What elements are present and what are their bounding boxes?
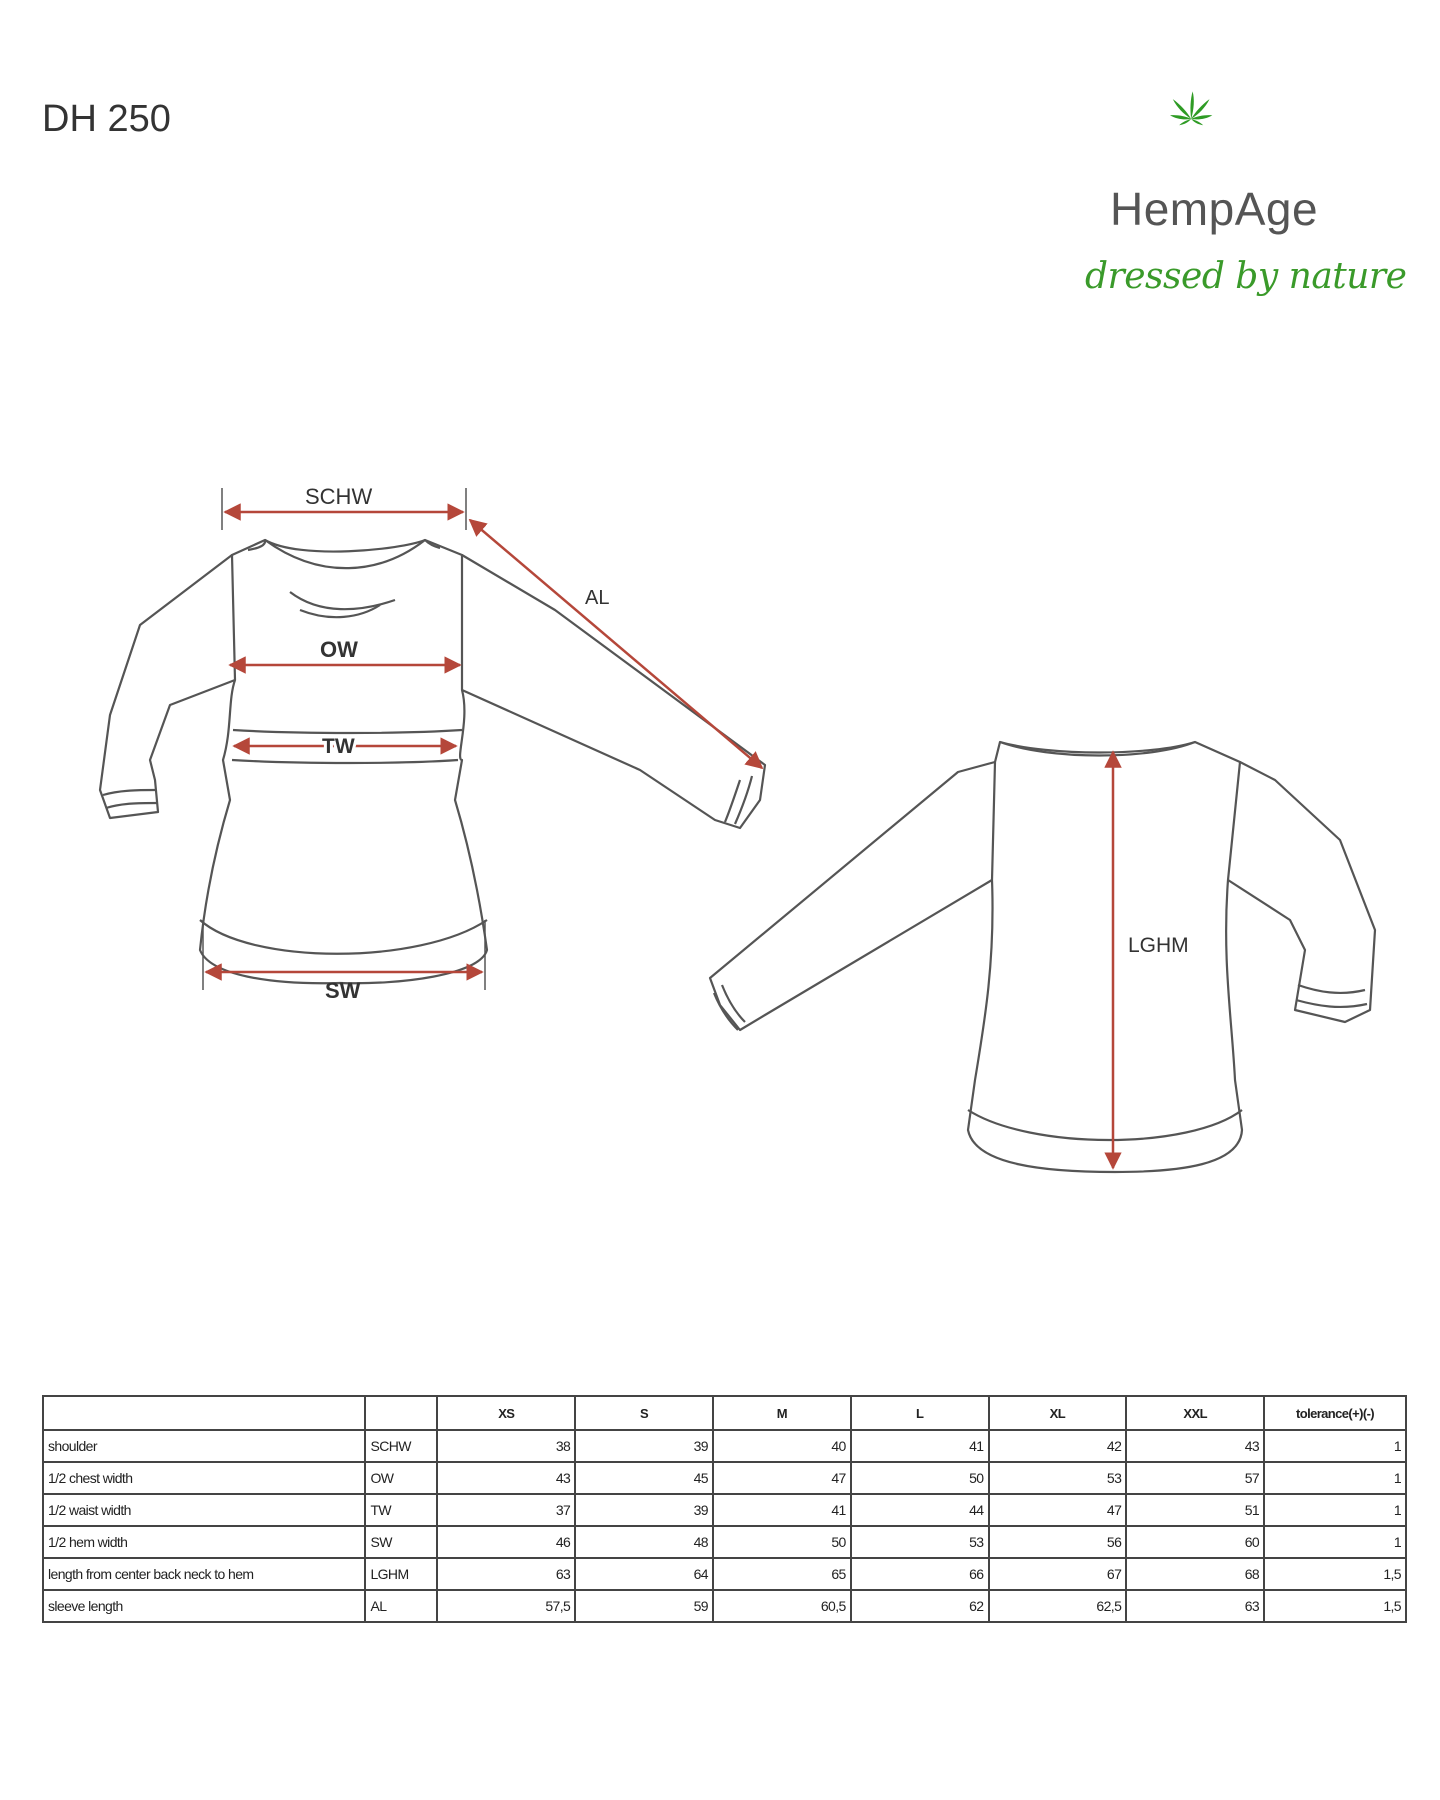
size-value: 41 bbox=[851, 1430, 989, 1462]
column-header bbox=[43, 1396, 365, 1430]
ow-label: OW bbox=[320, 637, 358, 662]
column-header-xl: XL bbox=[989, 1396, 1127, 1430]
measurement-code: SCHW bbox=[365, 1430, 437, 1462]
back-view bbox=[710, 742, 1375, 1172]
column-header-xs: XS bbox=[437, 1396, 575, 1430]
size-value: 63 bbox=[1126, 1590, 1264, 1622]
front-view bbox=[100, 540, 765, 983]
measurement-name: 1/2 waist width bbox=[43, 1494, 365, 1526]
size-value: 37 bbox=[437, 1494, 575, 1526]
size-value: 51 bbox=[1126, 1494, 1264, 1526]
table-row bbox=[43, 1590, 1406, 1622]
tolerance-value: 1 bbox=[1264, 1526, 1406, 1558]
size-value: 66 bbox=[851, 1558, 989, 1590]
table-header-row bbox=[43, 1396, 1406, 1430]
column-header-xxl: XXL bbox=[1126, 1396, 1264, 1430]
size-value: 57,5 bbox=[437, 1590, 575, 1622]
table-row bbox=[43, 1430, 1406, 1462]
size-value: 56 bbox=[989, 1526, 1127, 1558]
column-header-m: M bbox=[713, 1396, 851, 1430]
size-value: 67 bbox=[989, 1558, 1127, 1590]
tolerance-value: 1,5 bbox=[1264, 1558, 1406, 1590]
size-value: 43 bbox=[437, 1462, 575, 1494]
size-value: 62 bbox=[851, 1590, 989, 1622]
size-value: 68 bbox=[1126, 1558, 1264, 1590]
table-row bbox=[43, 1558, 1406, 1590]
measurement-code: LGHM bbox=[365, 1558, 437, 1590]
model-number: DH 250 bbox=[42, 98, 171, 140]
table-row bbox=[43, 1462, 1406, 1494]
al-line bbox=[470, 520, 762, 768]
size-value: 60 bbox=[1126, 1526, 1264, 1558]
size-value: 63 bbox=[437, 1558, 575, 1590]
tolerance-value: 1,5 bbox=[1264, 1590, 1406, 1622]
size-value: 62,5 bbox=[989, 1590, 1127, 1622]
size-value: 47 bbox=[713, 1462, 851, 1494]
size-value: 53 bbox=[989, 1462, 1127, 1494]
measurement-code: AL bbox=[365, 1590, 437, 1622]
size-value: 50 bbox=[851, 1462, 989, 1494]
size-value: 39 bbox=[575, 1430, 713, 1462]
size-value: 59 bbox=[575, 1590, 713, 1622]
size-value: 50 bbox=[713, 1526, 851, 1558]
measurement-code: OW bbox=[365, 1462, 437, 1494]
table-row bbox=[43, 1494, 1406, 1526]
measurement-code: SW bbox=[365, 1526, 437, 1558]
schw-label: SCHW bbox=[305, 484, 373, 509]
tolerance-value: 1 bbox=[1264, 1430, 1406, 1462]
column-header-l: L bbox=[851, 1396, 989, 1430]
measurement-name: length from center back neck to hem bbox=[43, 1558, 365, 1590]
size-value: 45 bbox=[575, 1462, 713, 1494]
lghm-label: LGHM bbox=[1128, 934, 1189, 957]
tolerance-value: 1 bbox=[1264, 1462, 1406, 1494]
column-header-s: S bbox=[575, 1396, 713, 1430]
tw-label: TW bbox=[322, 735, 355, 758]
size-value: 44 bbox=[851, 1494, 989, 1526]
measurement-name: sleeve length bbox=[43, 1590, 365, 1622]
size-value: 57 bbox=[1126, 1462, 1264, 1494]
column-header-tolerance: tolerance(+)(-) bbox=[1264, 1396, 1406, 1430]
brand-tagline: dressed by nature bbox=[1085, 256, 1407, 297]
size-value: 65 bbox=[713, 1558, 851, 1590]
table-row bbox=[43, 1526, 1406, 1558]
size-value: 53 bbox=[851, 1526, 989, 1558]
size-value: 42 bbox=[989, 1430, 1127, 1462]
size-value: 60,5 bbox=[713, 1590, 851, 1622]
size-value: 48 bbox=[575, 1526, 713, 1558]
measurement-name: shoulder bbox=[43, 1430, 365, 1462]
measurement-name: 1/2 chest width bbox=[43, 1462, 365, 1494]
brand-name: HempAge bbox=[1110, 183, 1319, 235]
size-value: 41 bbox=[713, 1494, 851, 1526]
measurement-code: TW bbox=[365, 1494, 437, 1526]
tolerance-value: 1 bbox=[1264, 1494, 1406, 1526]
al-label: AL bbox=[585, 587, 610, 609]
size-value: 38 bbox=[437, 1430, 575, 1462]
measurement-name: 1/2 hem width bbox=[43, 1526, 365, 1558]
size-value: 47 bbox=[989, 1494, 1127, 1526]
size-value: 64 bbox=[575, 1558, 713, 1590]
size-table bbox=[42, 1395, 1407, 1623]
column-header bbox=[365, 1396, 437, 1430]
sw-label: SW bbox=[325, 978, 361, 1003]
size-value: 39 bbox=[575, 1494, 713, 1526]
size-value: 43 bbox=[1126, 1430, 1264, 1462]
size-value: 46 bbox=[437, 1526, 575, 1558]
size-value: 40 bbox=[713, 1430, 851, 1462]
